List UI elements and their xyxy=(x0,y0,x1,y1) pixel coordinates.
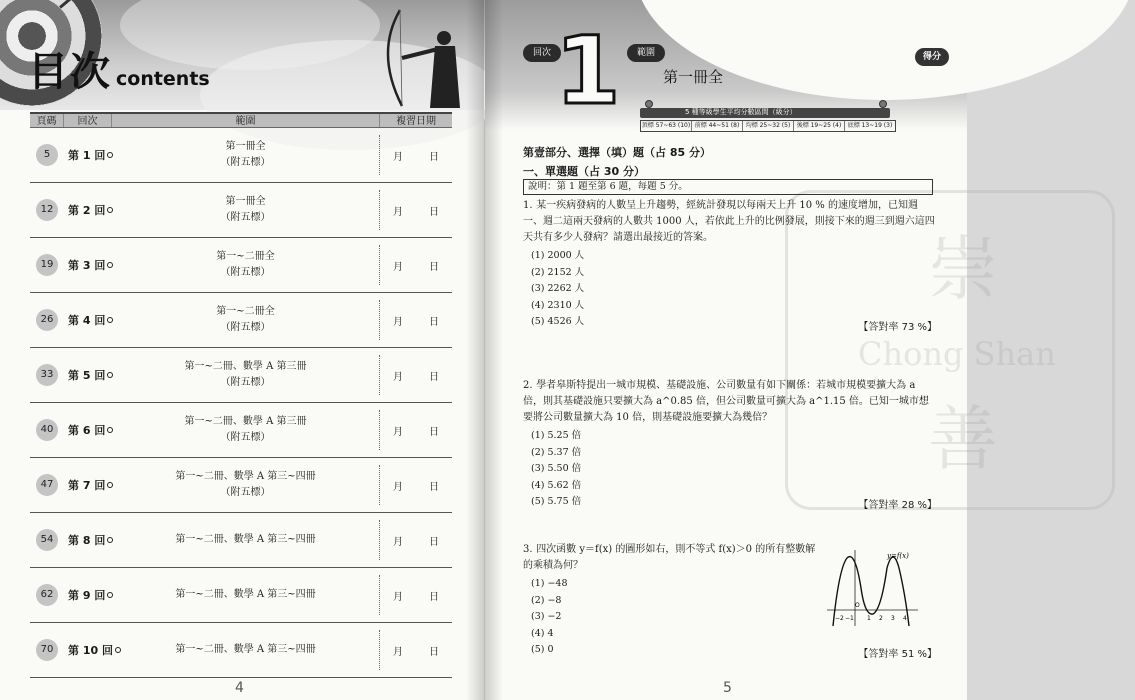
toc-round-cell xyxy=(64,587,112,603)
col-header-date: 複習日期 xyxy=(396,116,436,127)
toc-page-cell xyxy=(30,419,64,441)
left-header-banner xyxy=(0,0,485,110)
score-marker-icon xyxy=(879,100,887,108)
toc-round-cell xyxy=(64,257,112,273)
range-line-2: （附五標） xyxy=(220,432,271,443)
section-single-heading: 一、單選題（占 30 分） xyxy=(523,165,645,178)
toc-date-cell xyxy=(380,203,452,218)
toc-round-cell xyxy=(64,532,112,548)
answer-option: (1) 2000 人 xyxy=(531,250,585,261)
graph-tick-label: 2 xyxy=(879,615,883,622)
toc-row xyxy=(30,238,452,293)
toc-date-cell xyxy=(380,533,452,548)
answer-option: (4) 5.62 倍 xyxy=(531,479,582,491)
round-label: 第 2 回 xyxy=(68,204,106,217)
range-line-1: 第一冊全 xyxy=(225,196,266,207)
answer-option: (4) 2310 人 xyxy=(531,299,585,311)
toc-round-cell xyxy=(64,422,112,438)
toc-date-cell xyxy=(380,423,452,438)
range-line-2: （附五標） xyxy=(220,377,271,388)
toc-range-cell xyxy=(112,190,380,230)
answer-option: (3) −2 xyxy=(531,611,562,622)
round-label: 第 8 回 xyxy=(68,534,106,547)
answer-option: (2) 2152 人 xyxy=(531,266,585,278)
range-line-1: 第一~二冊、數學 A 第三冊 xyxy=(184,361,307,372)
score-bar-title: 5 種等級學生平均分數區間（級分） xyxy=(685,108,797,116)
toc-range-cell xyxy=(112,630,380,670)
range-line-1: 第一~二冊、數學 A 第三~四冊 xyxy=(175,644,316,655)
range-line-1: 第一~二冊、數學 A 第三~四冊 xyxy=(175,534,316,545)
col-header-range: 範圍 xyxy=(112,114,380,127)
toc-date-cell xyxy=(380,368,452,383)
graph-tick-label: 3 xyxy=(891,615,895,622)
toc-range-cell xyxy=(112,465,380,505)
section-part-heading: 第壹部分、選擇（填）題（占 85 分） xyxy=(523,146,711,159)
round-label: 第 3 回 xyxy=(68,259,106,272)
round-label: 第 4 回 xyxy=(68,314,106,327)
toc-date-cell xyxy=(380,258,452,273)
page-number-badge: 26 xyxy=(36,309,58,331)
correct-rate: 【答對率 73 %】 xyxy=(858,322,937,333)
day-label: 日 xyxy=(429,481,439,493)
answer-option: (5) 0 xyxy=(531,644,554,655)
range-line-1: 第一~二冊、數學 A 第三~四冊 xyxy=(175,589,316,600)
toc-range-cell xyxy=(112,520,380,560)
toc-round-cell xyxy=(64,312,112,328)
toc-date-cell xyxy=(380,148,452,163)
round-label: 第 1 回 xyxy=(68,149,106,162)
left-page xyxy=(0,0,485,700)
score-level-cell: 均標 25~32 (5) xyxy=(743,121,794,131)
toc-page-cell xyxy=(30,639,64,661)
round-label: 第 5 回 xyxy=(68,369,106,382)
range-line-1: 第一~二冊、數學 A 第三冊 xyxy=(184,416,307,427)
round-label: 第 6 回 xyxy=(68,424,106,437)
question-3 xyxy=(523,542,823,659)
day-label: 日 xyxy=(429,646,439,658)
page-number-badge: 33 xyxy=(36,364,58,386)
graph-ticks xyxy=(835,602,907,622)
month-label: 月 xyxy=(393,261,403,273)
col-header-page: 頁碼 xyxy=(30,114,64,127)
watermark-top: 崇 xyxy=(928,228,998,310)
toc-page-cell xyxy=(30,199,64,221)
toc-page-cell xyxy=(30,144,64,166)
toc-date-cell xyxy=(380,313,452,328)
answer-option: (5) 4526 人 xyxy=(531,316,585,327)
right-header-banner xyxy=(485,0,967,130)
range-line-2: （附五標） xyxy=(220,267,271,278)
day-label: 日 xyxy=(429,261,439,273)
toc-date-cell xyxy=(380,588,452,603)
month-label: 月 xyxy=(393,591,403,603)
question-text: 四次函數 y＝f(x) 的圖形如右，則不等式 f(x)＞0 的所有整數解的乘積為何？ xyxy=(523,544,816,571)
answer-option: (1) −48 xyxy=(531,578,568,589)
question-number: 1. xyxy=(523,200,533,211)
toc-row xyxy=(30,568,452,623)
page-title xyxy=(28,40,210,97)
answer-option: (2) −8 xyxy=(531,594,562,606)
toc-round-cell xyxy=(64,147,112,163)
answer-option: (3) 2262 人 xyxy=(531,283,585,294)
range-line-2: （附五標） xyxy=(220,322,271,333)
month-label: 月 xyxy=(393,646,403,658)
page-number-left: 4 xyxy=(235,680,244,696)
day-label: 日 xyxy=(429,591,439,603)
toc-row xyxy=(30,513,452,568)
toc-range-cell xyxy=(112,245,380,285)
day-label: 日 xyxy=(429,206,439,218)
round-label: 第 7 回 xyxy=(68,479,106,492)
day-label: 日 xyxy=(429,426,439,438)
graph-label: y=f(x) xyxy=(887,552,909,560)
right-page xyxy=(485,0,1056,700)
month-label: 月 xyxy=(393,151,403,163)
toc-round-cell xyxy=(64,367,112,383)
month-label: 月 xyxy=(393,426,403,438)
page-number-badge: 47 xyxy=(36,474,58,496)
range-line-2: （附五標） xyxy=(220,157,271,168)
month-label: 月 xyxy=(393,316,403,328)
score-label-badge: 得分 xyxy=(915,48,949,66)
toc-round-cell xyxy=(64,202,112,218)
score-level-cell: 底標 13~19 (3) xyxy=(847,122,893,129)
page-number-badge: 5 xyxy=(36,144,58,166)
page-number-badge: 19 xyxy=(36,254,58,276)
round-number: 1 xyxy=(555,17,621,126)
toc-date-cell xyxy=(380,478,452,493)
month-label: 月 xyxy=(393,206,403,218)
toc-page-cell xyxy=(30,254,64,276)
score-level-cell: 前標 44~51 (8) xyxy=(692,121,743,131)
graph-tick-label: O xyxy=(855,602,860,609)
watermark-bottom: 善 xyxy=(928,398,998,480)
range-line-1: 第一冊全 xyxy=(225,141,266,152)
page-number-badge: 62 xyxy=(36,584,58,606)
toc-header-row xyxy=(30,112,452,128)
day-label: 日 xyxy=(429,151,439,163)
toc-table xyxy=(30,112,452,678)
answer-option: (1) 5.25 倍 xyxy=(531,430,582,441)
toc-page-cell xyxy=(30,529,64,551)
toc-row xyxy=(30,623,452,678)
range-line-1: 第一~二冊全 xyxy=(216,251,275,262)
toc-range-cell xyxy=(112,410,380,450)
month-label: 月 xyxy=(393,481,403,493)
graph-tick-label: 1 xyxy=(867,615,871,622)
month-label: 月 xyxy=(393,536,403,548)
day-label: 日 xyxy=(429,316,439,328)
instruction-note: 說明：第 1 題至第 6 題，每題 5 分。 xyxy=(523,179,933,195)
round-label: 第 9 回 xyxy=(68,589,106,602)
answer-option: (5) 5.75 倍 xyxy=(531,496,582,507)
toc-range-cell xyxy=(112,300,380,340)
archer-icon xyxy=(380,8,480,108)
range-line-1: 第一~二冊、數學 A 第三~四冊 xyxy=(175,471,316,482)
question-2 xyxy=(523,378,935,511)
range-label-badge: 範圍 xyxy=(627,44,665,62)
toc-row xyxy=(30,403,452,458)
day-label: 日 xyxy=(429,536,439,548)
toc-row xyxy=(30,183,452,238)
correct-rate: 【答對率 51 %】 xyxy=(858,649,937,660)
toc-row xyxy=(30,293,452,348)
toc-row xyxy=(30,458,452,513)
day-label: 日 xyxy=(429,371,439,383)
graph-tick-label: −1 xyxy=(845,615,854,622)
score-levels xyxy=(640,120,896,132)
toc-range-cell xyxy=(112,355,380,395)
toc-page-cell xyxy=(30,474,64,496)
col-header-round: 回次 xyxy=(64,114,112,127)
toc-round-cell xyxy=(64,642,112,658)
score-level-cell: 後標 19~25 (4) xyxy=(794,121,845,131)
question-number: 2. xyxy=(523,380,533,391)
toc-date-cell xyxy=(380,643,452,658)
question-1 xyxy=(523,198,935,331)
toc-row xyxy=(30,348,452,403)
toc-page-cell xyxy=(30,309,64,331)
score-level-cell: 頂標 57~63 (10) xyxy=(641,122,691,129)
page-number-badge: 40 xyxy=(36,419,58,441)
toc-page-cell xyxy=(30,584,64,606)
page-number-right: 5 xyxy=(723,680,732,696)
answer-option: (4) 4 xyxy=(531,627,554,639)
correct-rate: 【答對率 28 %】 xyxy=(858,500,937,511)
title-zh: 目次 xyxy=(28,49,112,95)
option-list xyxy=(531,576,823,659)
graph-tick-label: 4 xyxy=(903,615,907,622)
toc-row xyxy=(30,128,452,183)
toc-range-cell xyxy=(112,135,380,175)
question-number: 3. xyxy=(523,544,533,555)
answer-option: (2) 5.37 倍 xyxy=(531,446,582,458)
month-label: 月 xyxy=(393,371,403,383)
range-line-1: 第一~二冊全 xyxy=(216,306,275,317)
graph-tick-label: −2 xyxy=(835,615,844,622)
toc-round-cell xyxy=(64,477,112,493)
page-number-badge: 54 xyxy=(36,529,58,551)
toc-range-cell xyxy=(112,575,380,615)
answer-option: (3) 5.50 倍 xyxy=(531,463,582,474)
range-line-2: （附五標） xyxy=(220,487,271,498)
question-text: 某一疾病發病的人數呈上升趨勢，經統計發現以每兩天上升 10 % 的速度增加，已知週一、週二這兩天發病的人數共 1000 人，若依此上升的比例發展，則接下來的週三到週六這四天共有多少人發病？請選出最接近的答案。 xyxy=(523,200,935,243)
question-text: 學者皋斯特提出一城市規模、基礎設施、公司數量有如下關係：若城市規模要擴大為 a 倍，則其基礎設施只要擴大為 a^0.85 倍，但公司數量可擴大為 a^1.15 倍。已知一城市想要將公司數量擴大為 10 倍，則基礎設施要擴大為幾倍？ xyxy=(523,380,929,423)
score-marker-icon xyxy=(645,100,653,108)
page-number-badge: 70 xyxy=(36,639,58,661)
range-line-2: （附五標） xyxy=(220,212,271,223)
page-number-badge: 12 xyxy=(36,199,58,221)
round-label: 第 10 回 xyxy=(68,644,113,657)
quartic-function-graph xyxy=(825,548,920,628)
watermark-en: Chong Shan xyxy=(858,335,1056,373)
range-value: 第一冊全 xyxy=(663,68,724,86)
round-label-badge: 回次 xyxy=(523,44,561,62)
toc-page-cell xyxy=(30,364,64,386)
title-en: contents xyxy=(116,68,210,90)
